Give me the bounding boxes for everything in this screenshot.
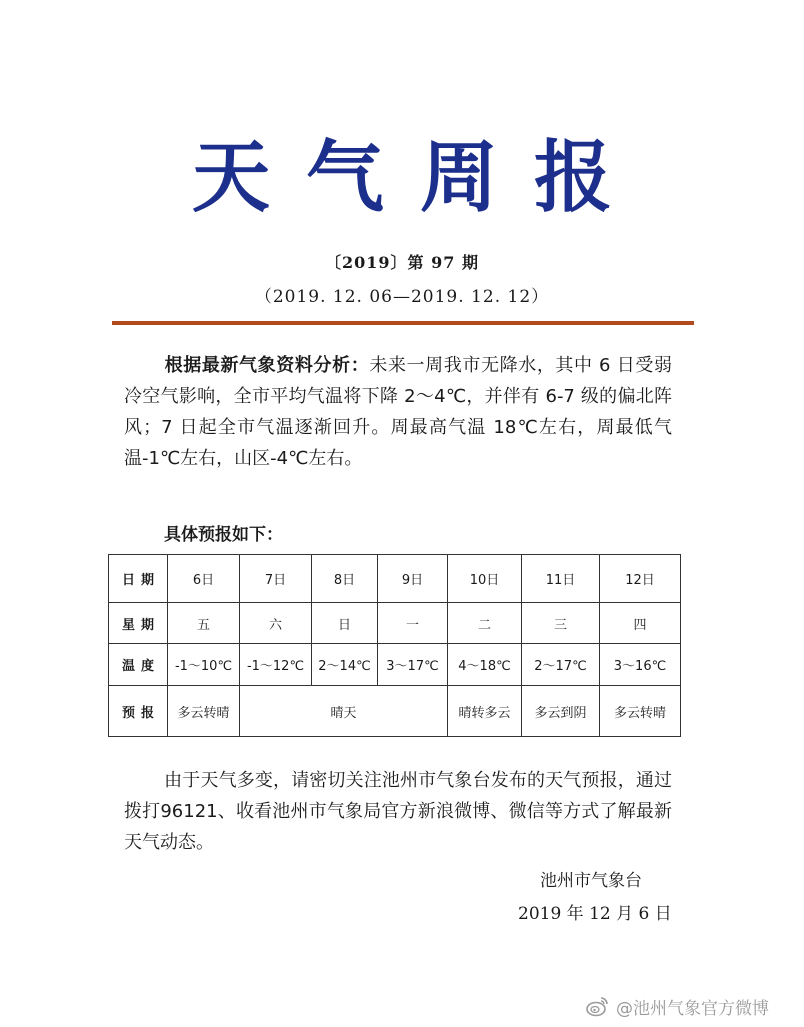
weibo-icon (586, 995, 610, 1017)
header-divider (112, 321, 694, 325)
temperature-cell: -1～12℃ (240, 644, 312, 686)
temperature-cell: 2～14℃ (312, 644, 378, 686)
weekday-cell: 日 (312, 603, 378, 644)
table-row-temperature (109, 644, 681, 686)
row-label-date: 日期 (109, 555, 168, 603)
date-cell: 6日 (168, 555, 240, 603)
signature-org: 池州市气象台 (540, 871, 642, 891)
watermark (586, 992, 769, 1020)
date-cell: 7日 (240, 555, 312, 603)
date-cell: 11日 (522, 555, 600, 603)
row-label-temperature: 温度 (109, 644, 168, 686)
temperature-cell: 4～18℃ (448, 644, 522, 686)
date-cell: 10日 (448, 555, 522, 603)
table-row-date (109, 555, 681, 603)
temperature-cell: 3～17℃ (378, 644, 448, 686)
temperature-cell: 2～17℃ (522, 644, 600, 686)
notice-paragraph (124, 765, 672, 858)
temperature-cell: 3～16℃ (600, 644, 681, 686)
date-cell: 9日 (378, 555, 448, 603)
forecast-cell: 多云到阴 (522, 686, 600, 737)
table-row-weekday (109, 603, 681, 644)
weekday-cell: 二 (448, 603, 522, 644)
weekday-cell: 一 (378, 603, 448, 644)
analysis-paragraph (124, 350, 672, 474)
forecast-cell: 晴转多云 (448, 686, 522, 737)
row-label-weekday: 星期 (109, 603, 168, 644)
signature-date: 2019 年 12 月 6 日 (518, 904, 672, 924)
weekday-cell: 五 (168, 603, 240, 644)
forecast-heading: 具体预报如下： (164, 525, 283, 545)
temperature-cell: -1～10℃ (168, 644, 240, 686)
date-cell: 8日 (312, 555, 378, 603)
watermark-text: @池州气象官方微博 (616, 998, 769, 1019)
forecast-cell: 多云转晴 (600, 686, 681, 737)
row-label-forecast: 预报 (109, 686, 168, 737)
forecast-table (108, 554, 681, 737)
weekday-cell: 三 (522, 603, 600, 644)
date-cell: 12日 (600, 555, 681, 603)
issue-number: 〔2019〕第 97 期 (325, 253, 479, 272)
analysis-lead: 根据最新气象资料分析： (164, 355, 370, 376)
page-title: 天气周报 (191, 132, 648, 223)
table-row-forecast (109, 686, 681, 737)
forecast-cell: 晴天 (240, 686, 448, 737)
weekday-cell: 六 (240, 603, 312, 644)
weekday-cell: 四 (600, 603, 681, 644)
issue-period: （2019. 12. 06—2019. 12. 12） (254, 287, 550, 307)
analysis-body: 未来一周我市无降水，其中 6 日受弱冷空气影响，全市平均气温将下降 2～4℃，并伴有 6-7 级的偏北阵风；7 日起全市气温逐渐回升。周最高气温 18℃左右，周最低气温-1℃左右，山区-4℃左右。 (124, 355, 672, 469)
forecast-cell: 多云转晴 (168, 686, 240, 737)
notice-text: 由于天气多变，请密切关注池州市气象台发布的天气预报，通过拨打96121、收看池州市气象局官方新浪微博、微信等方式了解最新天气动态。 (124, 770, 672, 853)
